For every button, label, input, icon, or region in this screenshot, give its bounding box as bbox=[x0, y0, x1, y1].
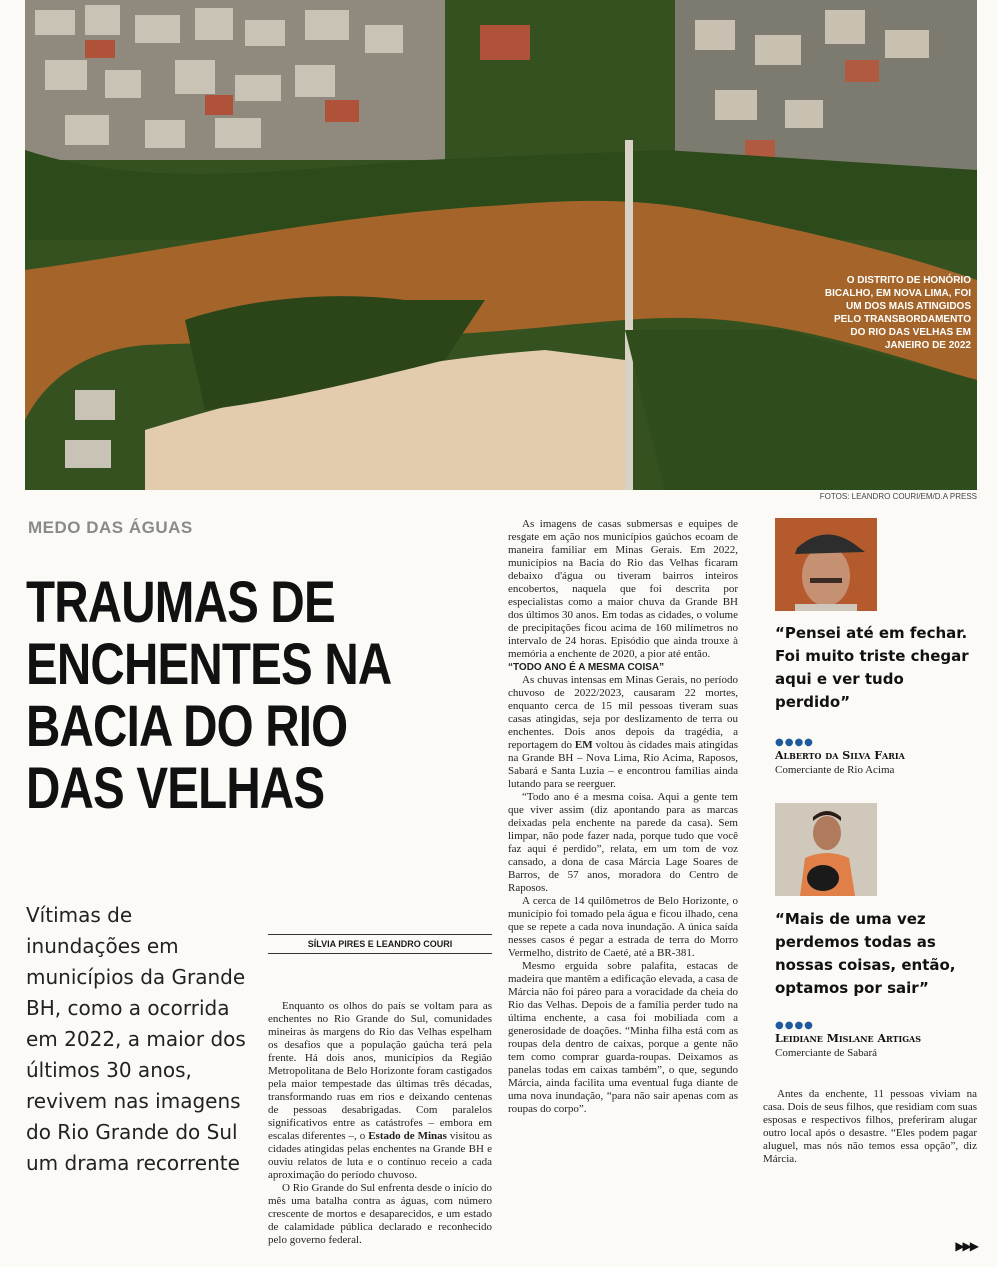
headline-line: TRAUMAS DE bbox=[26, 570, 335, 635]
headline-line: ENCHENTES NA bbox=[26, 632, 392, 697]
quote-author-name: Alberto da Silva Faria bbox=[775, 749, 905, 762]
aerial-photo bbox=[25, 0, 977, 490]
body-column-2 bbox=[508, 518, 738, 1116]
portrait-leidiane-illustration bbox=[775, 803, 877, 896]
subheading: “TODO ANO É A MESMA COISA” bbox=[508, 662, 665, 673]
headline bbox=[26, 572, 403, 820]
headline-line: BACIA DO RIO bbox=[26, 694, 348, 759]
aerial-photo-illustration bbox=[25, 0, 977, 490]
paragraph: “Todo ano é a mesma coisa. Aqui a gente tem que viver assim (diz apontando para as marcas deixadas pela enchente na parede da casa). Sem limpar, não pode fazer nada, porque tudo que você faz aqui é perdido”, relata, em um tom de voz cansado, a dona de casa Márcia Lage Soares de Barros, de 57 anos, moradora do Centro de Raposos. bbox=[508, 791, 738, 894]
paragraph: Mesmo erguida sobre palafita, estacas de madeira que mantêm a edificação elevada, a casa de Márcia não foi páreo para a voracidade da cheia do Rio das Velhas. Depois de a família perder tudo na última enchente, a casa foi mobiliada com a generosidade de doações. “Minha filha está com as roupas dela dentro de caixas, porque a gente não tem como comprar guarda-roupas. Deixamos as panelas todas em caixas também”, o que, segundo Márcia, ainda facilita uma eventual fuga diante de uma nova inundação, “para não sair apenas com as roupas do corpo”. bbox=[508, 960, 738, 1115]
headline-line: DAS VELHAS bbox=[26, 756, 325, 821]
body-column-3 bbox=[763, 1088, 977, 1166]
quote-dots: ●●●● bbox=[775, 737, 814, 748]
quote-author-name: Leidiane Mislane Artigas bbox=[775, 1032, 922, 1045]
continue-arrows: ▶▶▶ bbox=[955, 1239, 977, 1253]
paragraph: O Rio Grande do Sul enfrenta desde o início do mês uma batalha contra as águas, com número crescente de mortos e desaparecidos, e um estado de calamidade pública declarado e reconhecido pelo governo federal. bbox=[268, 1182, 492, 1246]
quote-dots: ●●●● bbox=[775, 1020, 814, 1031]
section-kicker: MEDO DAS ÁGUAS bbox=[28, 518, 193, 537]
deck-subtitle: Vítimas de inundações em municípios da Grande BH, como a ocorrida em 2022, a maior dos últimos 30 anos, revivem nas imagens do Rio Grande do Sul um drama recorrente bbox=[26, 903, 246, 1175]
portrait-alberto-illustration bbox=[775, 518, 877, 611]
portrait-leidiane bbox=[775, 803, 877, 896]
paragraph: A cerca de 14 quilômetros de Belo Horizonte, o município foi tomado pela água e ficou ilhado, cena que se repete a cada nova inundação. A única saída nesses casos é pegar a estrada de terra do Morro Vermelho, distrito de Caeté, até a BR-381. bbox=[508, 895, 738, 959]
paragraph: Enquanto os olhos do país se voltam para as enchentes no Rio Grande do Sul, comunidades mineiras às margens do Rio das Velhas espelham os desafios que a população gaúcha terá pela frente. Há dois anos, municípios da Região Metropolitana de Belo Horizonte foram castigados pela maior tempestade das últimas três décadas, transformando ruas em rios e deixando centenas de pessoas desabrigadas. Com paralelos significativos entre as catástrofes – embora em escalas diferentes –, o Estado de Minas visitou as cidades atingidas pelas enchentes na Grande BH e ouviu relatos de luta e o contínuo receio a cada aproximação do período chuvoso. bbox=[268, 1000, 492, 1181]
publication-abbr: EM bbox=[574, 739, 593, 751]
paragraph: As imagens de casas submersas e equipes de resgate em ação nos municípios gaúchos ecoam de maneira familiar em Minas Gerais. Em 2022, municípios na Bacia do Rio das Velhas ficaram debaixo d'água ou tiveram bairros inteiros encobertos, naquela que foi descrita por especialistas como a maior chuva da Grande BH dos últimos 30 anos. Em todas as cidades, o volume de precipitações ficou acima de 160 milímetros no intervalo de 24 horas. Episódio que ainda trouxe à memória a enchente de 2020, a pior até então. bbox=[508, 518, 738, 660]
quote-author-role: Comerciante de Rio Acima bbox=[775, 764, 895, 776]
body-column-1 bbox=[268, 1000, 492, 1247]
portrait-alberto bbox=[775, 518, 877, 611]
quote-author-role: Comerciante de Sabará bbox=[775, 1047, 878, 1059]
paragraph: As chuvas intensas em Minas Gerais, no período chuvoso de 2022/2023, causaram 22 mortes, enquanto cerca de 15 mil pessoas tiveram suas casas atingidas, seja por deslizamento de terra ou enchentes. Dois anos depois da tragédia, a reportagem do EM voltou às cidades mais atingidas na Grande BH – Nova Lima, Rio Acima, Raposos, Sabará e Santa Luzia – e encontrou famílias ainda lutando para se reerguer. bbox=[508, 674, 738, 790]
paragraph: Antes da enchente, 11 pessoas viviam na casa. Dois de seus filhos, que residiam com suas esposas e respectivos filhos, preferiram alugar outro local após o desastre. “Eles podem pagar aluguel, mas nós não temos essa opção”, diz Márcia. bbox=[763, 1088, 977, 1165]
pull-quote: “Mais de uma vez perdemos todas as nossas coisas, então, optamos por sair” bbox=[775, 910, 956, 997]
byline: SÍLVIA PIRES E LEANDRO COURI bbox=[268, 934, 492, 954]
pull-quote: “Pensei até em fechar. Foi muito triste chegar aqui e ver tudo perdido” bbox=[775, 624, 969, 711]
photo-caption: O DISTRITO DE HONÓRIO BICALHO, EM NOVA LIMA, FOI UM DOS MAIS ATINGIDOS PELO TRANSBORDAMENTO DO RIO DAS VELHAS EM JANEIRO DE 2022 bbox=[824, 275, 971, 351]
photo-credit: FOTOS: LEANDRO COURI/EM/D.A PRESS bbox=[819, 492, 977, 501]
publication-name: Estado de Minas bbox=[368, 1130, 447, 1142]
